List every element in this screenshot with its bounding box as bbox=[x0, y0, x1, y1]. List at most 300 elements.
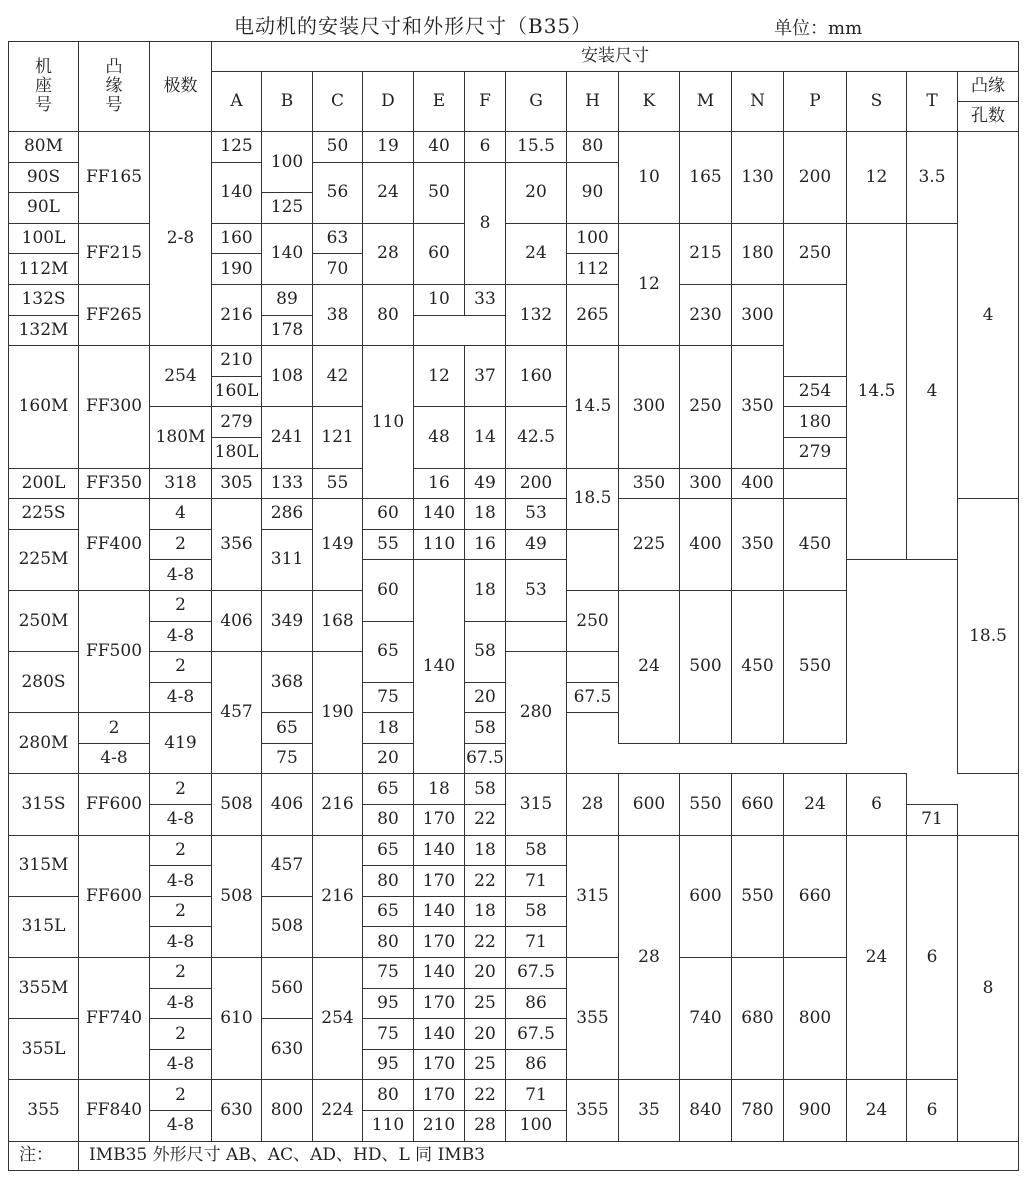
table-cell: 368 bbox=[262, 652, 313, 713]
table-cell: 419 bbox=[150, 713, 212, 774]
table-cell: 279 bbox=[212, 407, 262, 438]
table-cell: 170 bbox=[414, 1049, 465, 1080]
table-cell: 254 bbox=[150, 346, 212, 407]
table-cell: 42.5 bbox=[506, 407, 567, 468]
table-cell: 457 bbox=[212, 652, 262, 774]
dimensions-table bbox=[8, 41, 1019, 1171]
header-holes bbox=[958, 72, 1019, 132]
table-cell: 18 bbox=[465, 560, 506, 621]
table-cell: 18 bbox=[414, 774, 465, 805]
table-cell: 112M bbox=[9, 254, 79, 285]
table-cell: 18 bbox=[363, 713, 414, 744]
table-cell: 400 bbox=[732, 468, 784, 499]
table-cell: 355L bbox=[9, 1019, 79, 1080]
table-cell: 349 bbox=[262, 590, 313, 651]
table-cell: 140 bbox=[414, 1019, 465, 1050]
table-cell: 180L bbox=[212, 437, 262, 468]
table-cell: 22 bbox=[465, 866, 506, 897]
header-col-k: K bbox=[619, 72, 680, 132]
table-cell: 71 bbox=[506, 866, 567, 897]
table-cell: 6 bbox=[907, 1080, 958, 1141]
table-cell: 2 bbox=[150, 896, 212, 927]
table-cell: FF400 bbox=[79, 499, 150, 591]
table-cell: 25 bbox=[465, 1049, 506, 1080]
table-cell: 550 bbox=[732, 835, 784, 957]
header-group: 安装尺寸 bbox=[212, 42, 1019, 72]
table-cell: 315 bbox=[567, 835, 619, 957]
table-cell: 2 bbox=[150, 835, 212, 866]
table-cell: 80 bbox=[363, 927, 414, 958]
table-cell: 12 bbox=[619, 223, 680, 345]
table-cell: 75 bbox=[363, 682, 414, 713]
table-cell: 4-8 bbox=[150, 1111, 212, 1142]
table-cell: 780 bbox=[732, 1080, 784, 1141]
table-cell: 70 bbox=[313, 254, 363, 285]
table-cell: FF350 bbox=[79, 468, 150, 499]
table-cell: 25 bbox=[465, 988, 506, 1019]
table-cell: 110 bbox=[363, 346, 414, 499]
table-cell: 170 bbox=[414, 866, 465, 897]
header-col-e: E bbox=[414, 72, 465, 132]
table-cell: 300 bbox=[619, 346, 680, 468]
table-cell: 160M bbox=[9, 346, 79, 468]
table-cell: FF600 bbox=[79, 774, 150, 835]
table-cell: 24 bbox=[784, 774, 847, 835]
table-cell: 210 bbox=[414, 1111, 465, 1142]
table-cell: 18.5 bbox=[958, 499, 1019, 774]
table-cell: 42 bbox=[313, 346, 363, 407]
table-cell: 286 bbox=[262, 499, 313, 530]
table-row bbox=[9, 652, 1019, 683]
header-col-a: A bbox=[212, 72, 262, 132]
table-cell: 22 bbox=[465, 805, 506, 836]
table-row bbox=[9, 835, 1019, 866]
table-cell: 630 bbox=[262, 1019, 313, 1080]
table-cell: 132 bbox=[506, 284, 567, 345]
table-cell: 180 bbox=[732, 223, 784, 284]
table-cell: 53 bbox=[506, 560, 567, 621]
table-cell: 225 bbox=[619, 499, 680, 591]
table-cell: 112 bbox=[567, 254, 619, 285]
table-cell: 280S bbox=[9, 652, 79, 713]
table-cell: 71 bbox=[506, 1080, 567, 1111]
table-cell: 2-8 bbox=[150, 132, 212, 346]
table-cell: 80M bbox=[9, 132, 79, 163]
table-cell: 450 bbox=[784, 499, 847, 591]
table-cell: 58 bbox=[465, 621, 506, 682]
table-cell: 65 bbox=[262, 713, 313, 744]
table-cell: 75 bbox=[363, 1019, 414, 1050]
table-cell: 225S bbox=[9, 499, 79, 530]
table-cell: 630 bbox=[212, 1080, 262, 1141]
table-cell: 4-8 bbox=[150, 805, 212, 836]
table-cell: 355 bbox=[9, 1080, 79, 1141]
table-cell: 75 bbox=[262, 743, 313, 774]
table-cell: 200 bbox=[506, 468, 567, 499]
table-cell: 190 bbox=[212, 254, 262, 285]
header-holes-line2: 孔数 bbox=[971, 106, 1006, 126]
table-cell: 80 bbox=[363, 1080, 414, 1111]
table-cell: 50 bbox=[313, 132, 363, 163]
table-cell: 16 bbox=[414, 468, 465, 499]
table-cell: 132S bbox=[9, 284, 79, 315]
table-cell: 355M bbox=[9, 958, 79, 1019]
table-cell: 140 bbox=[414, 499, 465, 530]
table-cell: 50 bbox=[414, 162, 465, 223]
table-cell: 457 bbox=[262, 835, 313, 896]
table-cell: 215 bbox=[680, 223, 732, 284]
table-cell: 3.5 bbox=[907, 132, 958, 224]
table-cell: 2 bbox=[150, 590, 212, 621]
table-cell: 20 bbox=[465, 958, 506, 989]
table-cell: 500 bbox=[680, 590, 732, 743]
table-cell: 315 bbox=[506, 774, 567, 835]
table-cell: 90 bbox=[567, 162, 619, 223]
table-cell: 740 bbox=[680, 958, 732, 1080]
table-cell: FF740 bbox=[79, 958, 150, 1080]
table-row bbox=[9, 132, 1019, 163]
table-cell: 680 bbox=[732, 958, 784, 1080]
table-cell: 6 bbox=[465, 132, 506, 163]
table-cell: 170 bbox=[414, 988, 465, 1019]
table-cell: 660 bbox=[732, 774, 784, 835]
table-cell: 20 bbox=[465, 682, 506, 713]
table-cell: FF215 bbox=[79, 223, 150, 284]
table-cell: 355 bbox=[567, 958, 619, 1080]
table-cell: 400 bbox=[680, 499, 732, 591]
note-label: 注： bbox=[9, 1141, 79, 1170]
table-cell: 140 bbox=[414, 835, 465, 866]
table-cell: 560 bbox=[262, 958, 313, 1019]
table-cell: 28 bbox=[619, 835, 680, 1080]
header-col-s: S bbox=[847, 72, 907, 132]
table-cell: 18 bbox=[465, 835, 506, 866]
table-cell: 225M bbox=[9, 529, 79, 590]
table-cell: 14.5 bbox=[567, 346, 619, 468]
table-cell: 58 bbox=[506, 896, 567, 927]
table-cell: 254 bbox=[784, 376, 847, 407]
table-cell: 28 bbox=[363, 223, 414, 284]
table-cell: 133 bbox=[262, 468, 313, 499]
header-flange: 凸 缘 号 bbox=[79, 42, 150, 132]
table-cell: 38 bbox=[313, 284, 363, 345]
table-cell: 350 bbox=[619, 468, 680, 499]
table-cell: 86 bbox=[506, 1049, 567, 1080]
table-cell: 58 bbox=[465, 774, 506, 805]
table-cell: 450 bbox=[732, 590, 784, 743]
table-cell: 241 bbox=[262, 407, 313, 468]
table-cell: 550 bbox=[784, 590, 847, 743]
table-cell: 130 bbox=[732, 132, 784, 224]
table-cell: 18 bbox=[465, 499, 506, 530]
table-cell: 22 bbox=[465, 1080, 506, 1111]
table-cell: 4-8 bbox=[150, 621, 212, 652]
table-cell: 10 bbox=[619, 132, 680, 224]
table-cell: 160 bbox=[506, 346, 567, 407]
table-cell: 75 bbox=[363, 958, 414, 989]
table-cell: 125 bbox=[262, 193, 313, 224]
table-cell: 250 bbox=[680, 346, 732, 468]
table-cell: 20 bbox=[465, 1019, 506, 1050]
header-col-p: P bbox=[784, 72, 847, 132]
table-cell: 168 bbox=[313, 590, 363, 651]
table-cell: 18.5 bbox=[567, 468, 619, 529]
table-cell: 65 bbox=[363, 896, 414, 927]
table-cell: 33 bbox=[465, 284, 506, 315]
table-cell: 100 bbox=[567, 223, 619, 254]
table-cell: 24 bbox=[847, 835, 907, 1080]
table-cell: 2 bbox=[150, 1080, 212, 1111]
table-cell: 67.5 bbox=[506, 1019, 567, 1050]
table-cell: 350 bbox=[732, 499, 784, 591]
table-cell: 550 bbox=[680, 774, 732, 835]
table-cell: 90S bbox=[9, 162, 79, 193]
table-cell: 40 bbox=[414, 132, 465, 163]
table-cell: 125 bbox=[212, 132, 262, 163]
table-cell: 300 bbox=[732, 284, 784, 345]
table-cell: 20 bbox=[506, 162, 567, 223]
header-col-f: F bbox=[465, 72, 506, 132]
table-cell: 350 bbox=[732, 346, 784, 468]
table-cell: 49 bbox=[465, 468, 506, 499]
table-cell: 4-8 bbox=[150, 927, 212, 958]
table-cell: 280M bbox=[9, 713, 79, 774]
table-cell: 2 bbox=[150, 1019, 212, 1050]
table-row bbox=[9, 560, 1019, 591]
table-cell: 610 bbox=[212, 958, 262, 1080]
table-cell: 37 bbox=[465, 346, 506, 407]
table-cell: 100 bbox=[262, 132, 313, 193]
table-cell: 60 bbox=[363, 499, 414, 530]
table-cell: 65 bbox=[363, 774, 414, 805]
table-cell: 800 bbox=[262, 1080, 313, 1141]
table-cell: 12 bbox=[414, 346, 465, 407]
table-cell: FF265 bbox=[79, 284, 150, 345]
header-col-m: M bbox=[680, 72, 732, 132]
table-cell: 315M bbox=[9, 835, 79, 896]
table-cell: 160 bbox=[212, 223, 262, 254]
table-cell: 6 bbox=[847, 774, 907, 835]
table-cell: 63 bbox=[313, 223, 363, 254]
table-cell: 250 bbox=[784, 223, 847, 284]
table-cell: 19 bbox=[363, 132, 414, 163]
table-cell: 28 bbox=[465, 1111, 506, 1142]
table-cell: 4-8 bbox=[79, 743, 150, 774]
table-cell: 224 bbox=[313, 1080, 363, 1141]
table-cell: 48 bbox=[414, 407, 465, 468]
table-cell: 190 bbox=[313, 652, 363, 774]
table-cell: 216 bbox=[313, 774, 363, 835]
table-cell: 2 bbox=[150, 529, 212, 560]
table-cell: 2 bbox=[79, 713, 150, 744]
table-cell: 67.5 bbox=[567, 682, 619, 713]
table-cell: 108 bbox=[262, 346, 313, 407]
table-cell: 140 bbox=[414, 560, 465, 774]
table-cell: 132M bbox=[9, 315, 79, 346]
table-cell: 600 bbox=[619, 774, 680, 835]
table-cell: 24 bbox=[619, 590, 680, 743]
table-cell: 356 bbox=[212, 499, 262, 591]
table-cell: 14.5 bbox=[847, 223, 907, 560]
table-cell: 55 bbox=[313, 468, 363, 499]
table-cell: 49 bbox=[506, 529, 567, 560]
header-col-g: G bbox=[506, 72, 567, 132]
table-cell: FF840 bbox=[79, 1080, 150, 1141]
header-col-c: C bbox=[313, 72, 363, 132]
table-cell: 200L bbox=[9, 468, 79, 499]
table-cell: 315L bbox=[9, 896, 79, 957]
table-cell: 508 bbox=[262, 896, 313, 957]
table-cell: 65 bbox=[363, 835, 414, 866]
table-row bbox=[9, 1080, 1019, 1111]
header-col-d: D bbox=[363, 72, 414, 132]
table-cell: 406 bbox=[262, 774, 313, 835]
table-cell: 160L bbox=[212, 376, 262, 407]
table-cell: 250M bbox=[9, 590, 79, 651]
table-cell: 56 bbox=[313, 162, 363, 223]
table-cell: 15.5 bbox=[506, 132, 567, 163]
table-cell: 86 bbox=[506, 988, 567, 1019]
table-cell: 265 bbox=[567, 284, 619, 345]
table-cell: 121 bbox=[313, 407, 363, 468]
header-col-b: B bbox=[262, 72, 313, 132]
table-cell: 250 bbox=[567, 590, 619, 651]
table-cell: 216 bbox=[212, 284, 262, 345]
table-cell: FF165 bbox=[79, 132, 150, 224]
table-cell: 800 bbox=[784, 958, 847, 1080]
table-cell: 80 bbox=[363, 284, 414, 345]
table-cell: 170 bbox=[414, 1080, 465, 1111]
table-cell: 200 bbox=[784, 132, 847, 224]
table-cell: 170 bbox=[414, 805, 465, 836]
table-cell: 110 bbox=[414, 529, 465, 560]
table-cell: 508 bbox=[212, 774, 262, 835]
table-cell: 406 bbox=[212, 590, 262, 651]
table-cell: 140 bbox=[262, 223, 313, 284]
table-cell: 89 bbox=[262, 284, 313, 315]
table-cell: 140 bbox=[414, 896, 465, 927]
table-cell: 100L bbox=[9, 223, 79, 254]
table-cell: 80 bbox=[567, 132, 619, 163]
table-cell: 254 bbox=[313, 958, 363, 1080]
table-cell: 149 bbox=[313, 499, 363, 591]
table-cell: 4-8 bbox=[150, 682, 212, 713]
table-cell: 14 bbox=[465, 407, 506, 468]
table-cell: 2 bbox=[150, 652, 212, 683]
table-cell: 600 bbox=[680, 835, 732, 957]
table-cell: 95 bbox=[363, 1049, 414, 1080]
table-cell: 840 bbox=[680, 1080, 732, 1141]
table-cell: 210 bbox=[212, 346, 262, 377]
table-cell: 71 bbox=[506, 927, 567, 958]
table-cell: 12 bbox=[847, 132, 907, 224]
table-cell: 305 bbox=[212, 468, 262, 499]
header-frame: 机 座 号 bbox=[9, 42, 79, 132]
table-cell: 80 bbox=[363, 805, 414, 836]
table-cell: 280 bbox=[506, 652, 567, 774]
table-cell: 4 bbox=[150, 499, 212, 530]
table-cell: 60 bbox=[363, 560, 414, 621]
table-cell: 165 bbox=[680, 132, 732, 224]
note-text: IMB35 外形尺寸 AB、AC、AD、HD、L 同 IMB3 bbox=[79, 1141, 1019, 1170]
table-cell: 4 bbox=[958, 132, 1019, 499]
table-cell: 180M bbox=[150, 407, 212, 468]
table-cell: 80 bbox=[363, 866, 414, 897]
table-cell: 4-8 bbox=[150, 560, 212, 591]
table-cell: 4-8 bbox=[150, 1049, 212, 1080]
table-cell: 4 bbox=[907, 223, 958, 560]
table-cell: 4-8 bbox=[150, 988, 212, 1019]
table-cell: 315S bbox=[9, 774, 79, 835]
table-cell: 230 bbox=[680, 284, 732, 345]
table-cell: 216 bbox=[313, 835, 363, 957]
table-cell: 2 bbox=[150, 774, 212, 805]
table-cell: 140 bbox=[212, 162, 262, 223]
table-cell: 35 bbox=[619, 1080, 680, 1141]
table-cell: 24 bbox=[506, 223, 567, 284]
table-cell: 53 bbox=[506, 499, 567, 530]
table-cell: 4-8 bbox=[150, 866, 212, 897]
table-cell: 110 bbox=[363, 1111, 414, 1142]
table-cell: 140 bbox=[414, 958, 465, 989]
table-title: 电动机的安装尺寸和外形尺寸（B35） bbox=[234, 14, 593, 38]
header-holes-line1: 凸缘 bbox=[958, 72, 1018, 102]
table-cell: 24 bbox=[363, 162, 414, 223]
table-cell: 67.5 bbox=[465, 743, 506, 774]
table-cell: 8 bbox=[465, 162, 506, 284]
header-col-t: T bbox=[907, 72, 958, 132]
table-cell: 22 bbox=[465, 927, 506, 958]
table-cell: 20 bbox=[363, 743, 414, 774]
table-cell: 660 bbox=[784, 835, 847, 957]
table-cell: 2 bbox=[150, 958, 212, 989]
table-cell: 900 bbox=[784, 1080, 847, 1141]
table-cell: 170 bbox=[414, 927, 465, 958]
table-cell: 508 bbox=[212, 835, 262, 957]
table-cell: 178 bbox=[262, 315, 313, 346]
table-cell: 180 bbox=[784, 407, 847, 438]
table-cell: FF500 bbox=[79, 590, 150, 712]
table-cell: 71 bbox=[907, 805, 958, 836]
table-cell: 311 bbox=[262, 529, 313, 590]
table-cell: 279 bbox=[784, 437, 847, 468]
header-col-n: N bbox=[732, 72, 784, 132]
header-col-h: H bbox=[567, 72, 619, 132]
table-cell: 318 bbox=[150, 468, 212, 499]
table-cell: 10 bbox=[414, 284, 465, 315]
table-cell: 8 bbox=[958, 835, 1019, 1141]
table-cell: 58 bbox=[506, 835, 567, 866]
table-cell: FF600 bbox=[79, 835, 150, 957]
table-cell: 65 bbox=[363, 621, 414, 682]
table-row bbox=[9, 621, 1019, 652]
table-cell: 16 bbox=[465, 529, 506, 560]
table-cell: 67.5 bbox=[506, 958, 567, 989]
table-cell: 95 bbox=[363, 988, 414, 1019]
table-cell: 58 bbox=[465, 713, 506, 744]
table-cell: 90L bbox=[9, 193, 79, 224]
table-cell: 60 bbox=[414, 223, 465, 284]
unit-label: 单位：mm bbox=[774, 18, 863, 39]
table-cell: FF300 bbox=[79, 346, 150, 468]
table-cell: 55 bbox=[363, 529, 414, 560]
note-row bbox=[9, 1141, 1019, 1170]
table-cell: 18 bbox=[465, 896, 506, 927]
table-cell: 355 bbox=[567, 1080, 619, 1141]
table-cell: 6 bbox=[907, 835, 958, 1080]
table-cell: 300 bbox=[680, 468, 732, 499]
table-cell: 24 bbox=[847, 1080, 907, 1141]
